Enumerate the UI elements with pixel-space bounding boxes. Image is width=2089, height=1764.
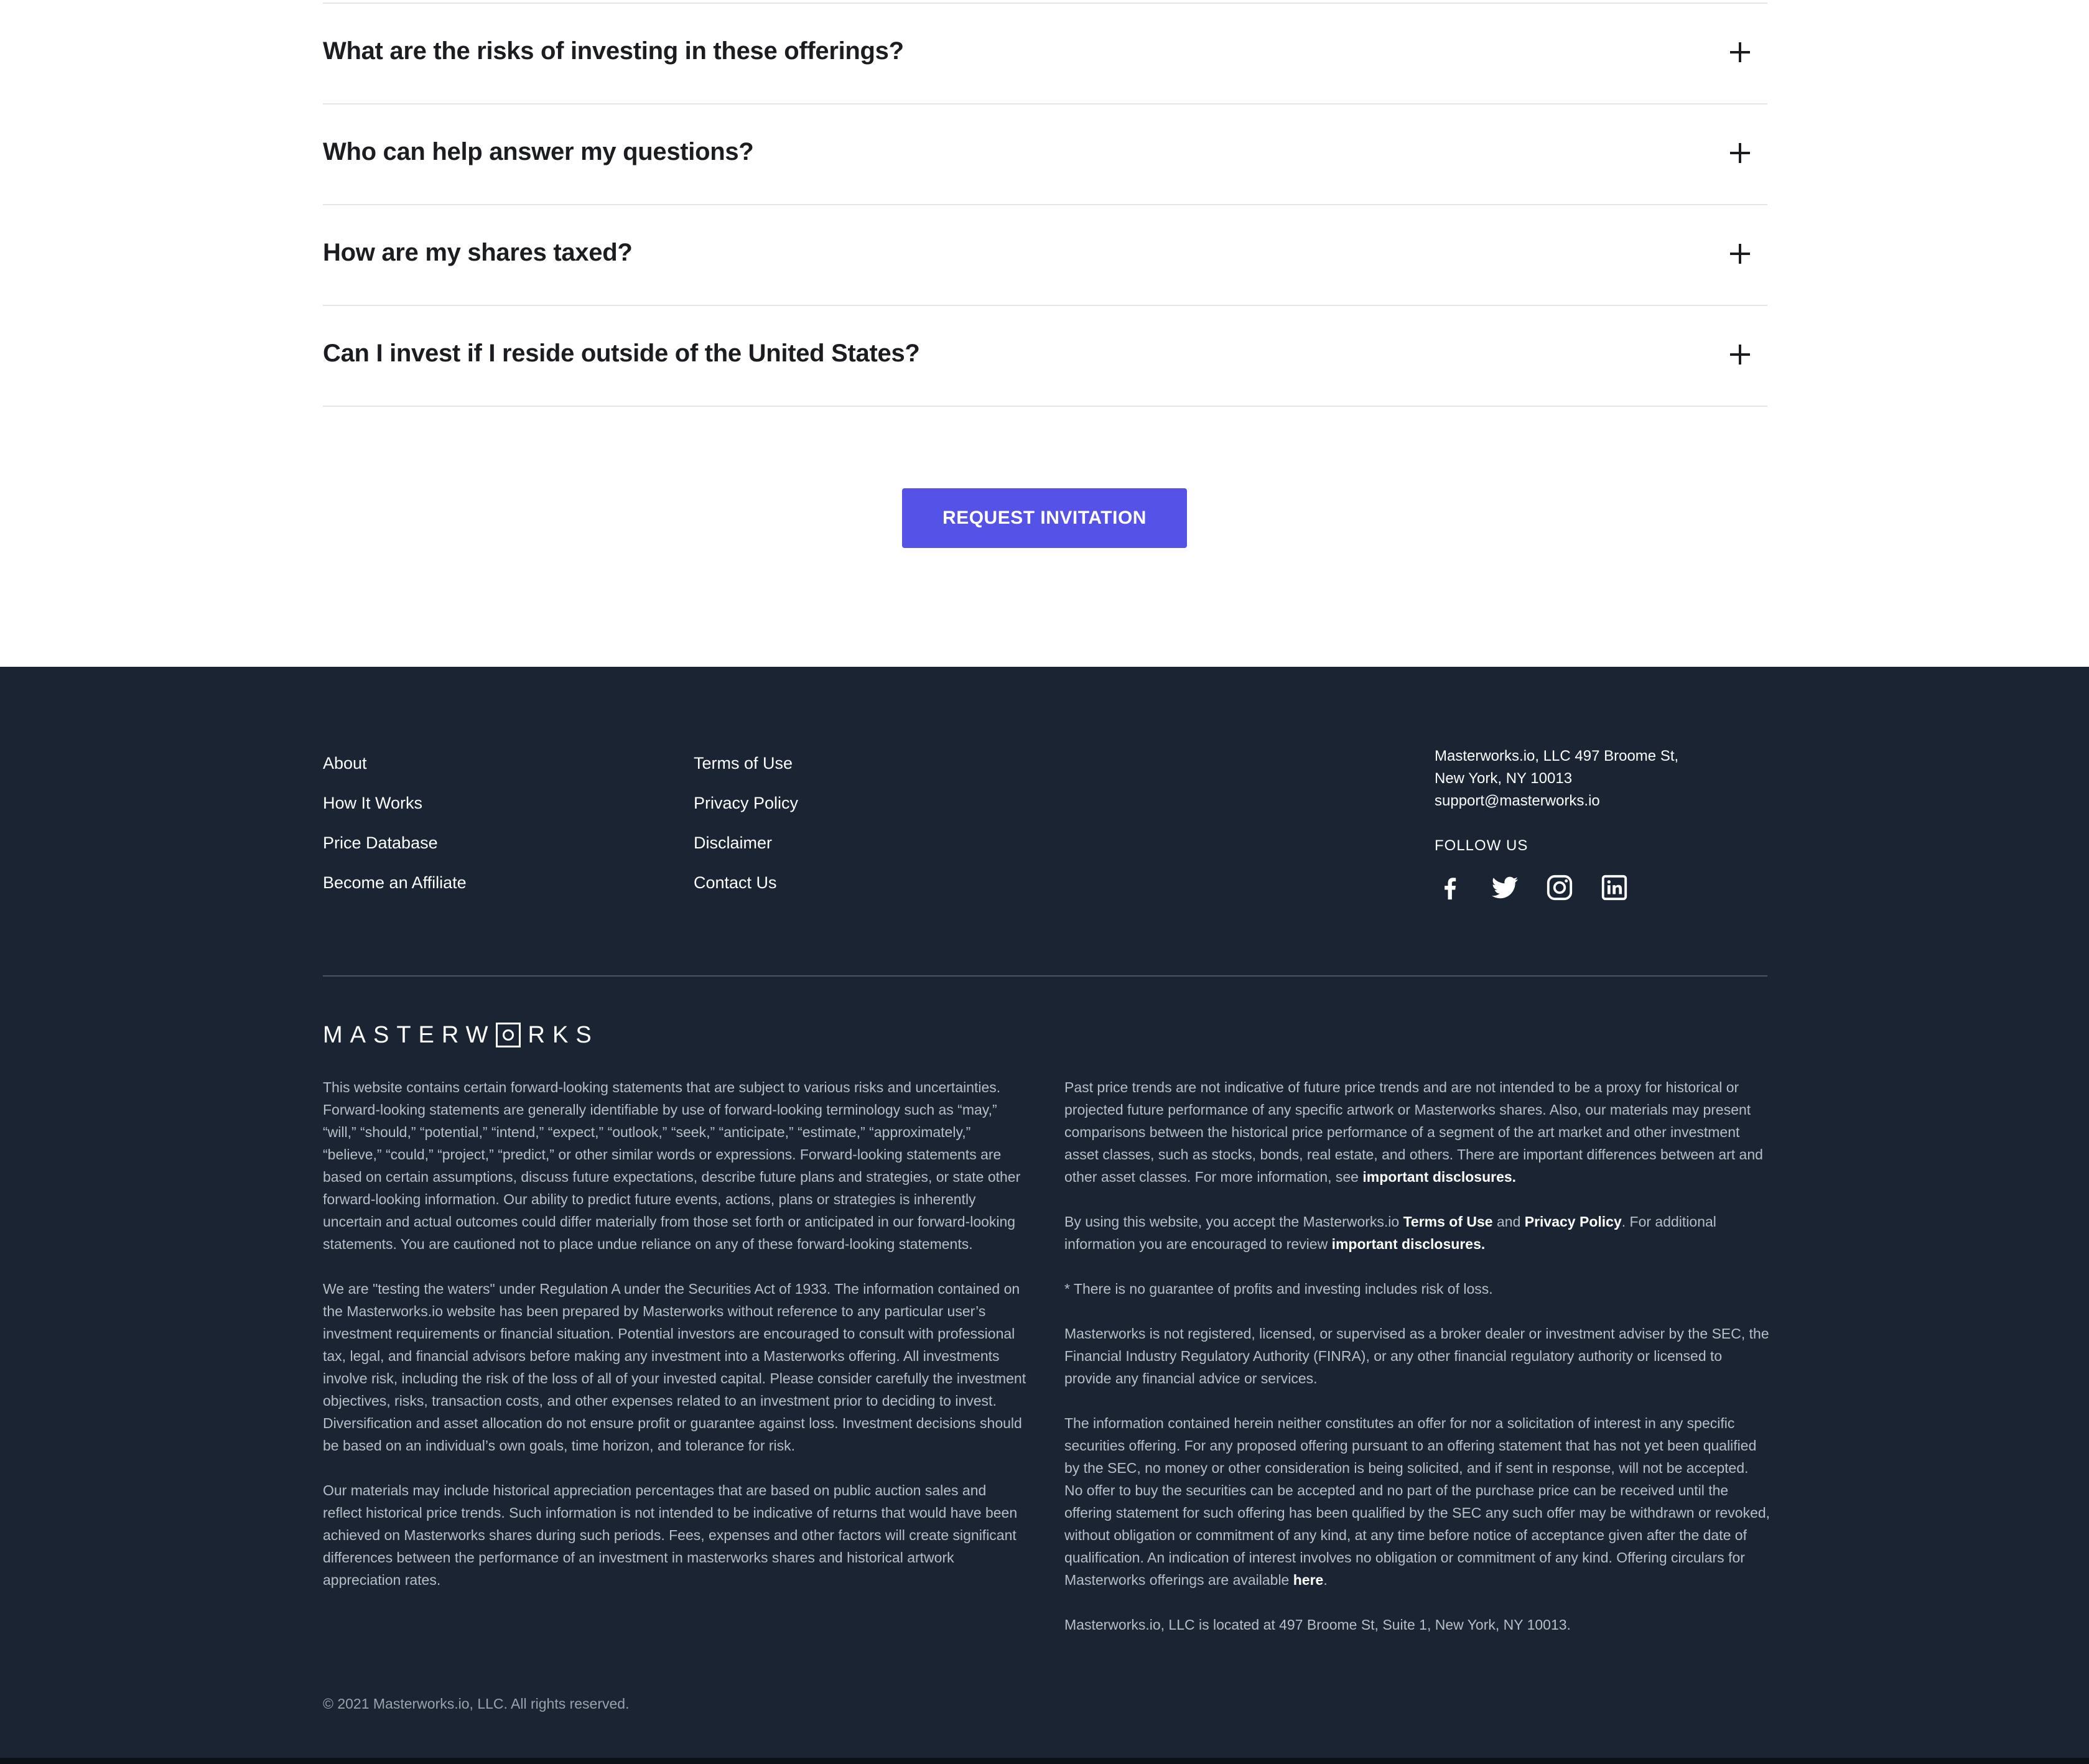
logo-mark-icon	[496, 1023, 521, 1047]
faq-item-risks[interactable]	[323, 4, 1767, 104]
disclaimer-text: . For additional information you are encouraged to review	[1064, 1214, 1716, 1252]
disclaimer-text: .	[1323, 1572, 1328, 1588]
footer-bottom-bar	[0, 1758, 2089, 1764]
social-links	[1435, 872, 1678, 903]
disclaimer-left-column	[323, 1076, 1029, 1613]
footer-link-contact[interactable]: Contact Us	[694, 873, 777, 892]
facebook-icon[interactable]	[1435, 872, 1466, 903]
footer-link-price-database[interactable]: Price Database	[323, 833, 438, 852]
faq-question: Who can help answer my questions?	[323, 137, 754, 165]
disclaimer-testing-waters: We are "testing the waters" under Regulation A under the Securities Act of 1933. The information contained on the Masterworks.io website has been prepared by Masterworks without reference to any particular user’s investment requirements or financial situation. Potential investors are encouraged to consult with professional tax, legal, and financial advisors before making any investment into a Masterworks offering. All investments involve risk, including the risk of the loss of all of your invested capital. Please consider carefully the investment objectives, risks, transaction costs, and other expenses related to an investment prior to deciding to invest. Diversification and asset allocation do not ensure profit or guarantee against loss. Investment decisions should be based on an individual’s own goals, time horizon, and tolerance for risk.	[323, 1281, 1026, 1454]
faq-item-outside-us[interactable]	[323, 306, 1767, 407]
footer-nav-primary	[323, 751, 467, 910]
logo-text-left: MASTERW	[323, 1021, 496, 1048]
disclaimer-forward-looking: This website contains certain forward-looking statements that are subject to various risks and uncertainties. Forward-looking statements are generally identifiable by use of forward-looking terminology such as “may,” “will,” “should,” “potential,” “intend,” “expect,” “outlook,” “seek,” “anticipate,” “estimate,” “approximately,” “believe,” “could,” “project,” “predict,” or other similar words or expressions. Forward-looking statements are based on certain assumptions, discuss future expectations, describe future plans and strategies, or state other forward-looking information. Our ability to predict future events, actions, plans or strategies is inherently uncertain and actual outcomes could differ materially from those set forth or anticipated in our forward-looking statements. You are cautioned not to place undue reliance on any of these forward-looking statements.	[323, 1079, 1021, 1252]
instagram-icon[interactable]	[1544, 872, 1575, 903]
disclaimer-terms-acceptance	[1064, 1210, 1770, 1255]
footer-nav-legal	[694, 751, 798, 910]
plus-icon[interactable]	[1730, 244, 1750, 264]
plus-icon[interactable]	[1730, 42, 1750, 62]
footer-link-privacy[interactable]: Privacy Policy	[694, 794, 799, 812]
footer-link-disclaimer[interactable]: Disclaimer	[694, 833, 773, 852]
footer	[0, 667, 2089, 1764]
copyright: © 2021 Masterworks.io, LLC. All rights reserved.	[323, 1696, 630, 1712]
faq-list	[323, 0, 1767, 407]
disclaimer-past-trends	[1064, 1076, 1770, 1188]
plus-icon[interactable]	[1730, 345, 1750, 364]
disclaimer-historical-appreciation: Our materials may include historical appreciation percentages that are based on public auction sales and reflect historical price trends. Such information is not intended to be indicative of returns that would have been achieved on Masterworks shares during such periods. Fees, expenses and other factors will create significant differences between the performance of an investment in masterworks shares and historical artwork appreciation rates.	[323, 1482, 1018, 1588]
footer-link-terms[interactable]: Terms of Use	[694, 754, 793, 773]
request-invitation-button[interactable]: REQUEST INVITATION	[902, 488, 1187, 548]
footer-contact	[1435, 745, 1678, 903]
masterworks-logo[interactable]	[323, 1020, 599, 1050]
linkedin-icon[interactable]	[1599, 872, 1630, 903]
terms-of-use-link[interactable]: Terms of Use	[1403, 1214, 1493, 1230]
disclaimer-text: The information contained herein neither constitutes an offer for nor a solicitation of interest in any specific securities offering. For any proposed offering pursuant to an offering statement that has not yet been qualified by the SEC, no money or other consideration is being solicited, and if sent in response, will not be accepted. No offer to buy the securities can be accepted and no part of the purchase price can be received until the offering statement for such offering has been qualified by the SEC any such offer may be withdrawn or revoked, without obligation or commitment of any kind, at any time before notice of acceptance given after the date of qualification. An indication of interest involves no obligation or commitment of any kind. Offering circulars for Masterworks offerings are available	[1064, 1415, 1770, 1588]
disclaimer-right-column	[1064, 1076, 1770, 1658]
disclaimer-no-offer	[1064, 1412, 1770, 1591]
address-line-1: Masterworks.io, LLC 497 Broome St,	[1435, 748, 1679, 764]
faq-question: What are the risks of investing in these offerings?	[323, 37, 904, 65]
plus-icon[interactable]	[1730, 143, 1750, 163]
disclaimer-not-registered: Masterworks is not registered, licensed, or supervised as a broker dealer or investment adviser by the SEC, the Financial Industry Regulatory Authority (FINRA), or any other financial regulatory authority or licensed to provide any financial advice or services.	[1064, 1325, 1769, 1386]
offering-circulars-link[interactable]: here	[1293, 1572, 1324, 1588]
privacy-policy-link[interactable]: Privacy Policy	[1524, 1214, 1622, 1230]
disclaimer-no-guarantee: * There is no guarantee of profits and investing includes risk of loss.	[1064, 1281, 1493, 1297]
disclaimer-location: Masterworks.io, LLC is located at 497 Broome St, Suite 1, New York, NY 10013.	[1064, 1617, 1571, 1633]
faq-question: Can I invest if I reside outside of the United States?	[323, 339, 920, 367]
follow-us-label: FOLLOW US	[1435, 837, 1528, 854]
faq-item-taxes[interactable]	[323, 205, 1767, 306]
faq-question: How are my shares taxed?	[323, 238, 633, 266]
important-disclosures-link[interactable]: important disclosures.	[1362, 1169, 1517, 1185]
disclaimer-text: and	[1492, 1214, 1525, 1230]
important-disclosures-link[interactable]: important disclosures.	[1331, 1236, 1486, 1252]
footer-link-become-affiliate[interactable]: Become an Affiliate	[323, 873, 467, 892]
disclaimer-text: Past price trends are not indicative of future price trends and are not intended to be a proxy for historical or projected future performance of any specific artwork or Masterworks shares. Also, our materials may present comparisons between the historical price performance of a segment of the art market and other investment asset classes, such as stocks, bonds, real estate, and others. There are important differences between art and other asset classes. For more information, see	[1064, 1079, 1763, 1185]
footer-link-how-it-works[interactable]: How It Works	[323, 794, 423, 812]
footer-link-about[interactable]: About	[323, 754, 367, 773]
disclaimer-text: By using this website, you accept the Masterworks.io	[1064, 1214, 1403, 1230]
address-line-2: New York, NY 10013	[1435, 770, 1573, 787]
logo-text-right: RKS	[528, 1021, 599, 1048]
footer-divider	[323, 975, 1767, 977]
support-email[interactable]: support@masterworks.io	[1435, 792, 1600, 809]
faq-item-help[interactable]	[323, 104, 1767, 205]
twitter-icon[interactable]	[1489, 872, 1520, 903]
